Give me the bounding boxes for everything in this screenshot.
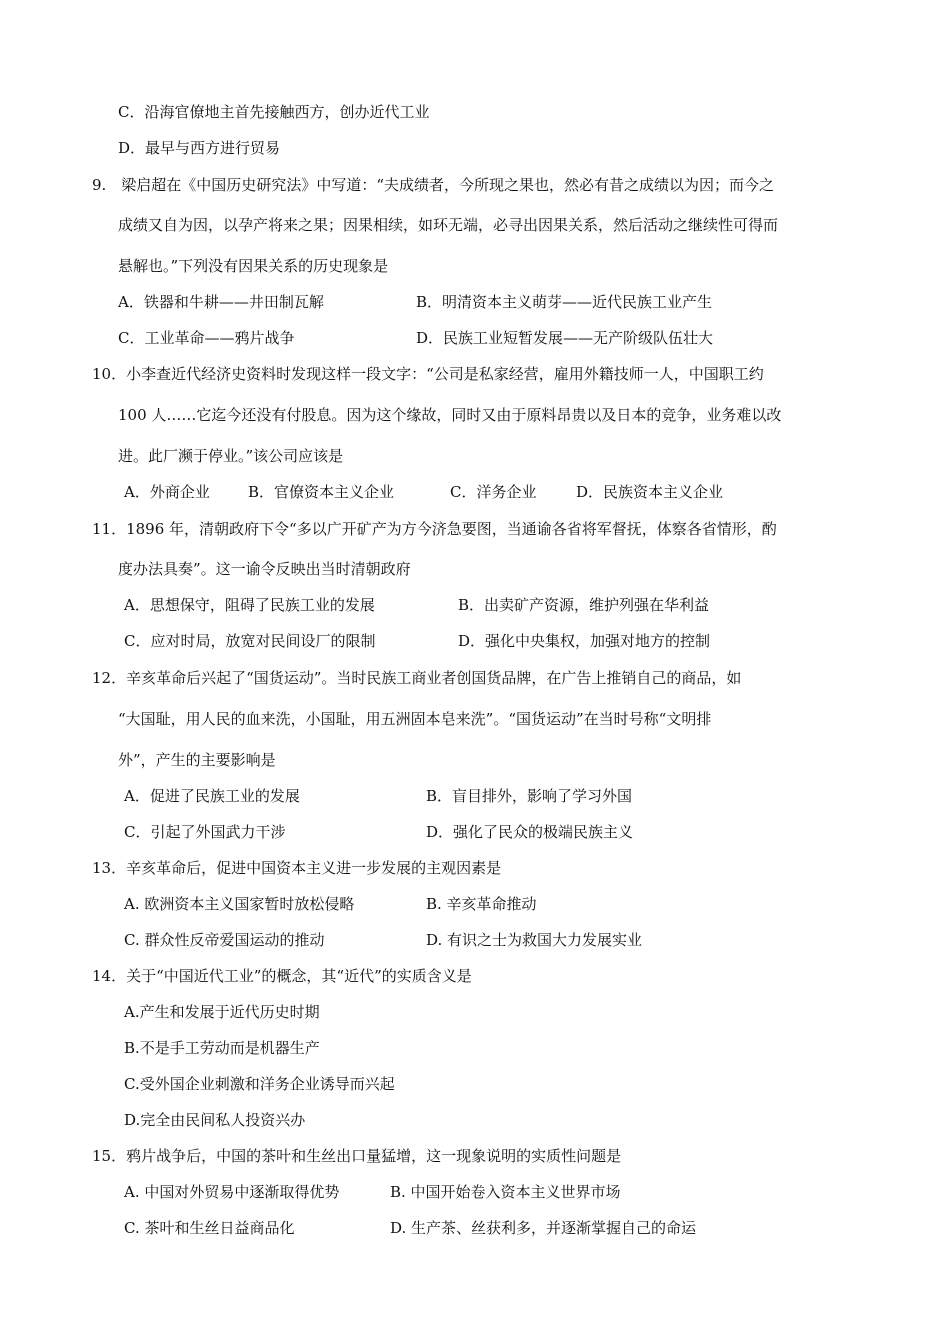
q15-option-a: A. 中国对外贸易中逐渐取得优势 — [124, 1183, 340, 1201]
q15-option-d: D. 生产茶、丝获利多，并逐渐掌握自己的命运 — [390, 1219, 697, 1237]
q9-stem-line2: 成绩又自为因，以孕产将来之果；因果相续，如环无端，必寻出因果关系，然后活动之继续性可得而 — [118, 216, 779, 234]
q10-option-a: A．外商企业 — [124, 483, 210, 501]
q11-stem-line2: 度办法具奏”。这一谕令反映出当时清朝政府 — [118, 560, 411, 578]
q14-option-a: A.产生和发展于近代历史时期 — [124, 1003, 320, 1021]
q9-option-a: A．铁器和牛耕——井田制瓦解 — [118, 293, 324, 311]
q9-stem-line1: 9. 梁启超在《中国历史研究法》中写道：“夫成绩者，今所现之果也，然必有昔之成绩以为因；而今之 — [92, 176, 774, 194]
prev-option-c: C．沿海官僚地主首先接触西方，创办近代工业 — [118, 103, 430, 121]
q12-stem-line2: “大国耻，用人民的血来洗，小国耻，用五洲固本皂来洗”。“国货运动”在当时号称“文明排 — [118, 710, 712, 728]
q10-stem-line2: 100 人……它迄今还没有付股息。因为这个缘故，同时又由于原料昂贵以及日本的竞争，业务难以改 — [118, 406, 782, 424]
q13-option-b: B. 辛亥革命推动 — [426, 895, 537, 913]
q12-option-b: B．盲目排外，影响了学习外国 — [426, 787, 633, 805]
q14-option-b: B.不是手工劳动而是机器生产 — [124, 1039, 320, 1057]
q14-option-c: C.受外国企业刺激和洋务企业诱导而兴起 — [124, 1075, 395, 1093]
q9-option-c: C．工业革命——鸦片战争 — [118, 329, 295, 347]
q9-option-b: B．明清资本主义萌芽——近代民族工业产生 — [416, 293, 713, 311]
q12-option-d: D．强化了民众的极端民族主义 — [426, 823, 634, 841]
q15-option-b: B. 中国开始卷入资本主义世界市场 — [390, 1183, 621, 1201]
q11-option-c: C．应对时局，放宽对民间设厂的限制 — [124, 632, 376, 650]
prev-option-d: D．最早与西方进行贸易 — [118, 139, 281, 157]
q11-option-b: B．出卖矿产资源，维护列强在华利益 — [458, 596, 710, 614]
q9-stem-line3: 悬解也。”下列没有因果关系的历史现象是 — [118, 257, 389, 275]
q11-option-a: A．思想保守，阻碍了民族工业的发展 — [124, 596, 375, 614]
q10-option-b: B．官僚资本主义企业 — [248, 483, 395, 501]
q13-option-c: C. 群众性反帝爱国运动的推动 — [124, 931, 325, 949]
q14-stem-line1: 14．关于“中国近代工业”的概念，其“近代”的实质含义是 — [92, 967, 472, 985]
q12-stem-line1: 12．辛亥革命后兴起了“国货运动”。当时民族工商业者创国货品牌，在广告上推销自己的商品，如 — [92, 669, 742, 687]
q10-option-d: D．民族资本主义企业 — [576, 483, 724, 501]
q11-stem-line1: 11．1896 年，清朝政府下令“多以广开矿产为方今济急要图，当通谕各省将军督抚，体察各省情形，酌 — [92, 520, 777, 538]
q13-stem-line1: 13．辛亥革命后，促进中国资本主义进一步发展的主观因素是 — [92, 859, 502, 877]
q10-option-c: C．洋务企业 — [450, 483, 537, 501]
q15-option-c: C. 茶叶和生丝日益商品化 — [124, 1219, 295, 1237]
q15-stem-line1: 15．鸦片战争后，中国的茶叶和生丝出口量猛增，这一现象说明的实质性问题是 — [92, 1147, 622, 1165]
q11-option-d: D．强化中央集权，加强对地方的控制 — [458, 632, 711, 650]
q12-stem-line3: 外”，产生的主要影响是 — [118, 751, 276, 769]
q12-option-c: C．引起了外国武力干涉 — [124, 823, 286, 841]
q13-option-a: A. 欧洲资本主义国家暂时放松侵略 — [124, 895, 355, 913]
q14-option-d: D.完全由民间私人投资兴办 — [124, 1111, 306, 1129]
q10-stem-line3: 进。此厂濒于停业。”该公司应该是 — [118, 447, 344, 465]
q12-option-a: A．促进了民族工业的发展 — [124, 787, 300, 805]
q9-option-d: D．民族工业短暂发展——无产阶级队伍壮大 — [416, 329, 714, 347]
q13-option-d: D. 有识之士为救国大力发展实业 — [426, 931, 643, 949]
q10-stem-line1: 10．小李查近代经济史资料时发现这样一段文字：“公司是私家经营，雇用外籍技师一人，中国职工约 — [92, 365, 764, 383]
